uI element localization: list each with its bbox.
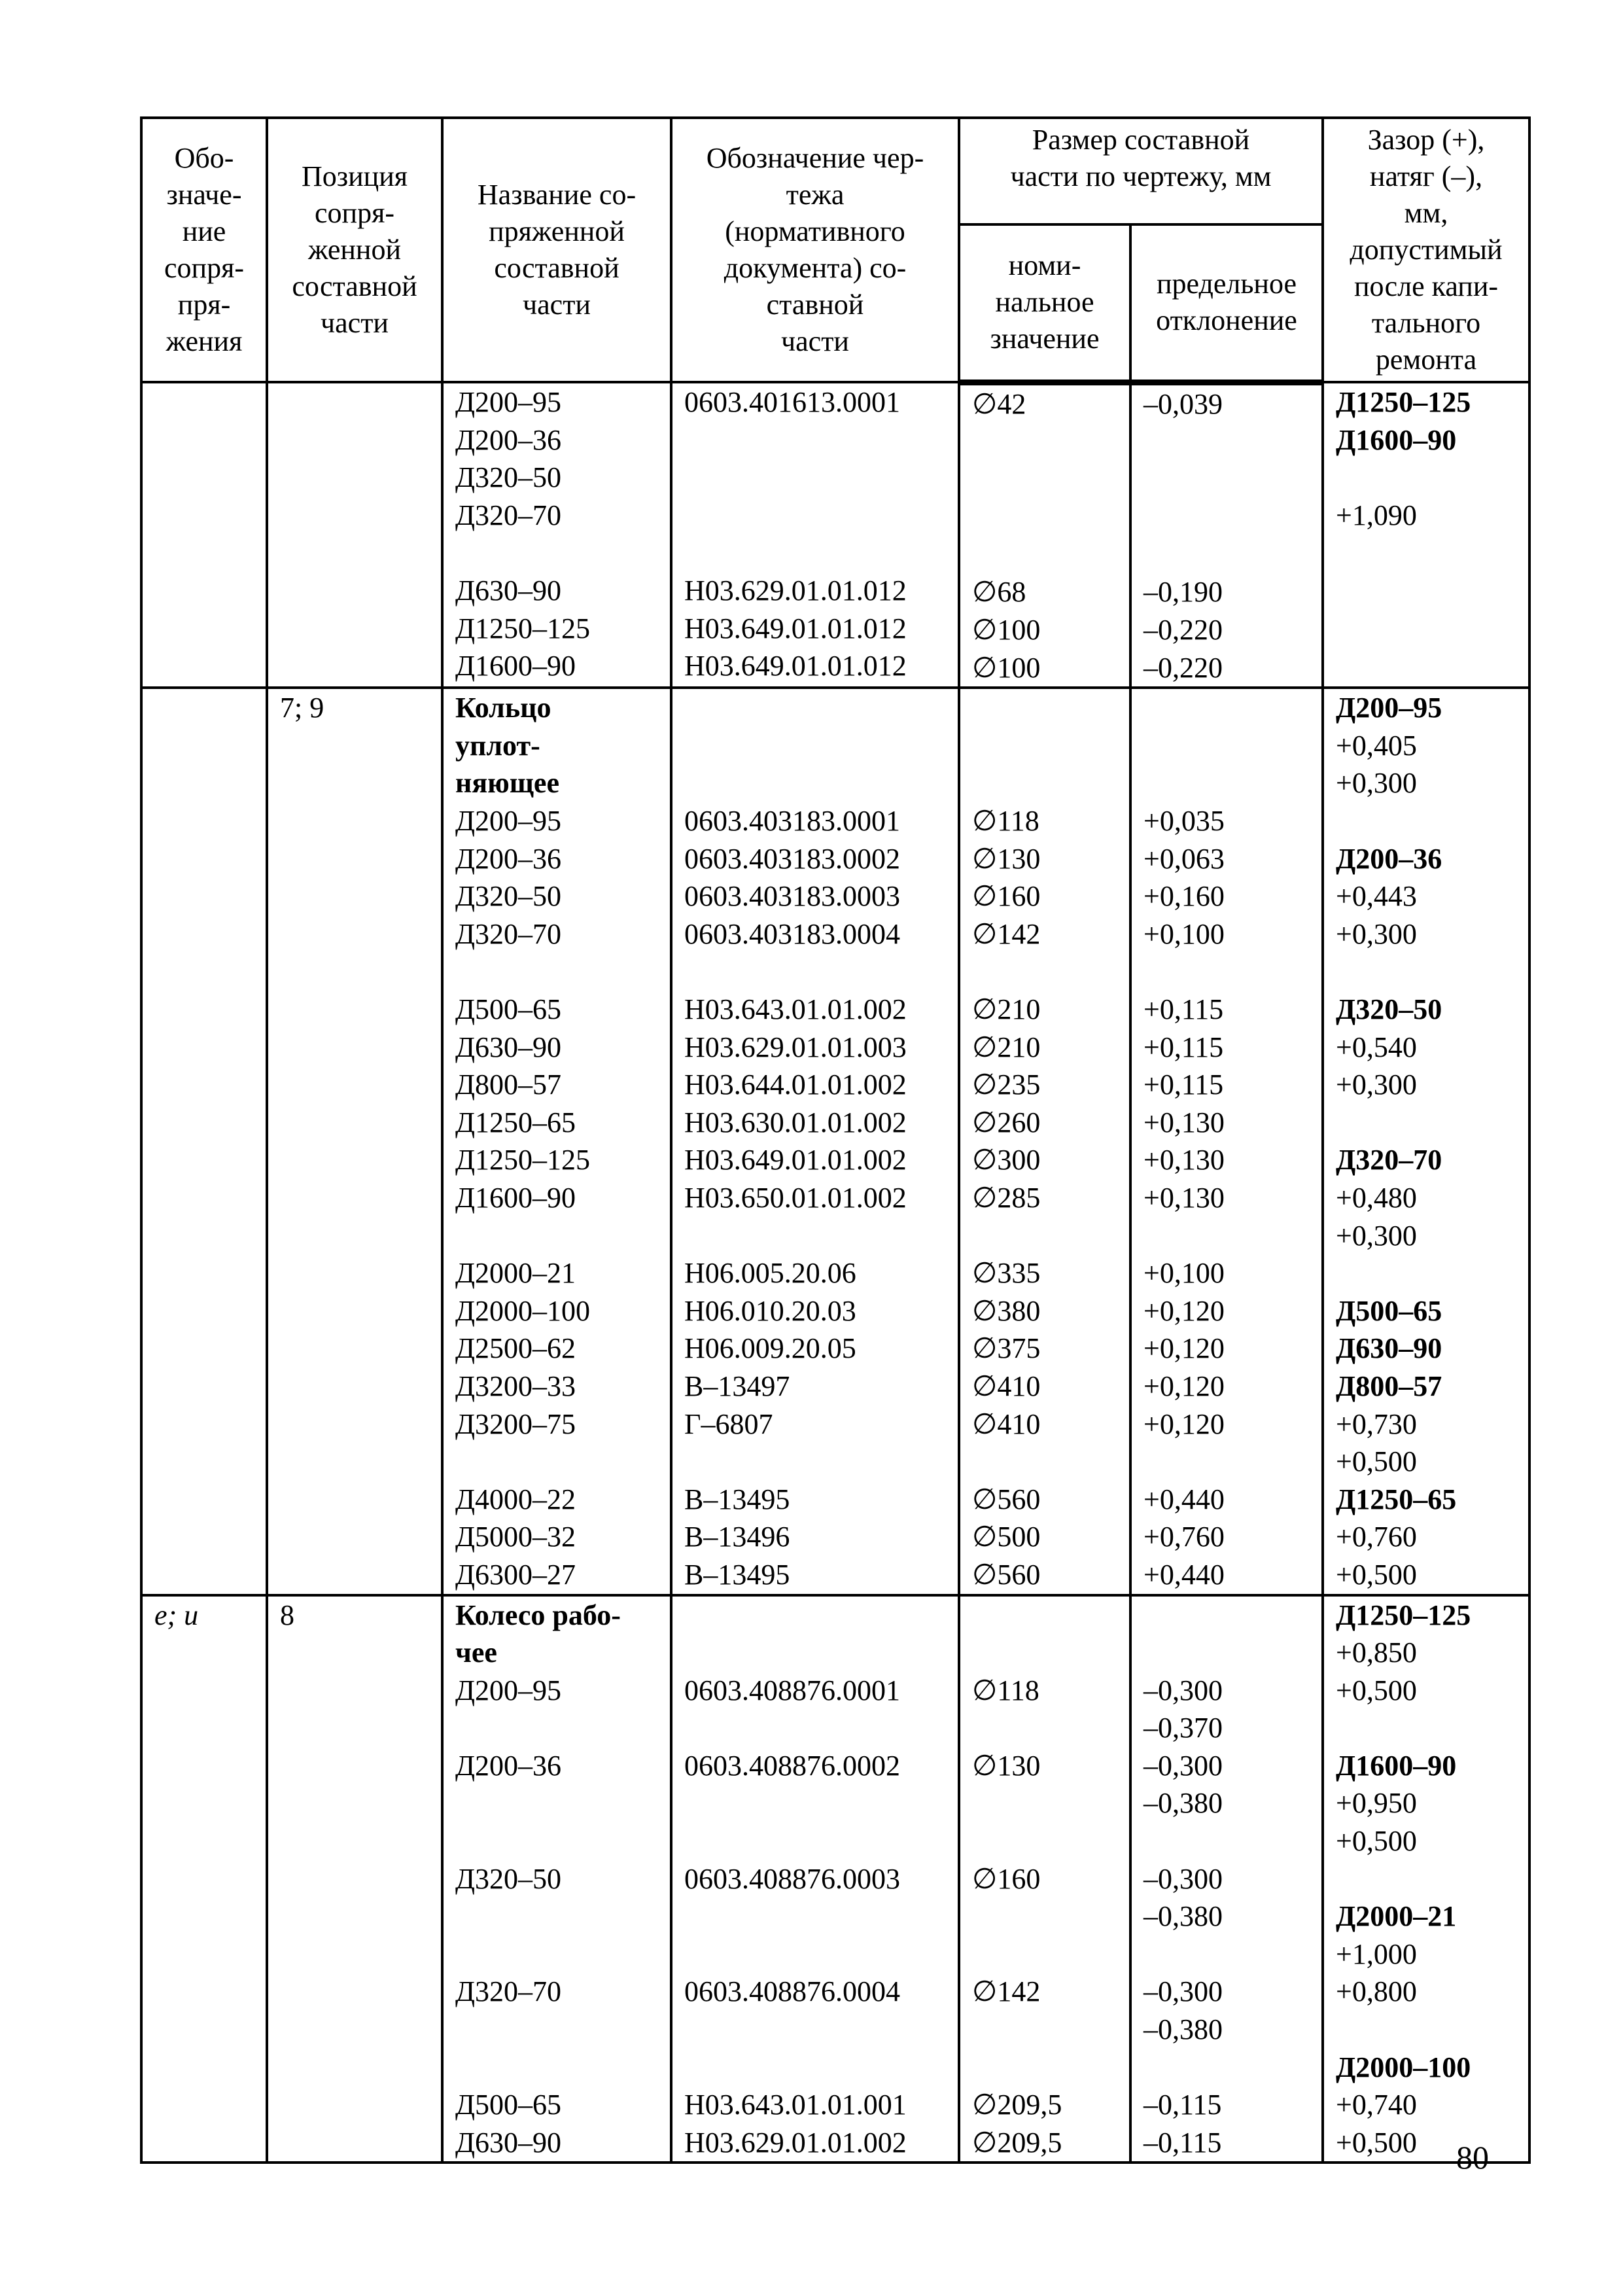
clearance-value: +0,500: [1336, 1445, 1417, 1478]
drawing-number: Н06.005.20.06: [684, 1257, 856, 1290]
nominal-value: ∅160: [972, 880, 1041, 913]
drawing-number: Н03.630.01.01.002: [684, 1106, 907, 1139]
clearance-value: [1336, 1254, 1520, 1292]
clearance-model: Д500–65: [1336, 1294, 1442, 1327]
nominal-value: [972, 2011, 1121, 2049]
clearance-model: Д1250–65: [1336, 1483, 1457, 1515]
drawing-number: [684, 1709, 950, 1747]
header-deviation: [1130, 224, 1323, 382]
nominal-value: ∅130: [972, 842, 1041, 875]
deviation-value: –0,370: [1143, 1712, 1223, 1744]
drawing-number: [684, 2011, 950, 2049]
name-cell: [442, 688, 671, 1595]
nominal-value: [972, 1935, 1121, 1973]
drawing-number: [684, 1935, 950, 1973]
spacer: [972, 1597, 1121, 1634]
drawing-number: Н06.010.20.03: [684, 1294, 856, 1327]
designation-text: [154, 689, 258, 727]
deviation-value: +0,440: [1143, 1483, 1225, 1515]
header-size-group-text: Размер составной части по чертежу, мм: [1010, 124, 1272, 192]
drawing-number: [684, 421, 950, 459]
nominal-value: [972, 1898, 1121, 1935]
deviation-value: –0,300: [1143, 1975, 1223, 2008]
table-row: [141, 1595, 1529, 2163]
position-cell: [267, 1595, 442, 2163]
drawing-number: Н03.649.01.01.012: [684, 612, 907, 645]
clearance-value: +0,500: [1336, 1674, 1417, 1706]
nominal-value: ∅209,5: [972, 2089, 1062, 2121]
nominal-value: ∅375: [972, 1332, 1041, 1365]
drawing-number: 0603.408876.0001: [684, 1674, 900, 1706]
deviation-value: –0,380: [1143, 2013, 1223, 2046]
clearance-model: Д1600–90: [1336, 1749, 1457, 1782]
position-cell: [267, 382, 442, 688]
nominal-value: ∅380: [972, 1294, 1041, 1327]
clearance-model: Д200–36: [1336, 842, 1442, 875]
designation-cell: [141, 688, 267, 1595]
deviation-value: –0,039: [1143, 387, 1223, 420]
drawing-number: Н03.644.01.01.002: [684, 1069, 907, 1101]
clearance-value: +0,760: [1336, 1521, 1417, 1553]
header-designation: [141, 118, 267, 382]
nominal-value: ∅560: [972, 1558, 1041, 1591]
deviation-value: –0,300: [1143, 1862, 1223, 1895]
deviation-value: –0,190: [1143, 576, 1223, 609]
pump-model: Д200–36: [455, 423, 562, 456]
clearance-value: +0,800: [1336, 1975, 1417, 2008]
deviation-value: [1143, 1822, 1314, 1860]
spacer: [684, 689, 950, 727]
clearance-value: [1336, 802, 1520, 840]
drawing-number: Н03.629.01.01.003: [684, 1031, 907, 1063]
pump-model: Д500–65: [455, 993, 562, 1025]
spacer: [972, 727, 1121, 765]
drawing-number: В–13496: [684, 1521, 790, 1553]
clearance-cell: [1323, 1595, 1529, 2163]
deviation-value: +0,760: [1143, 1521, 1225, 1553]
pump-model: Д200–36: [455, 842, 562, 875]
drawing-number: 0603.403183.0001: [684, 805, 900, 838]
pump-model: Д630–90: [455, 2126, 562, 2159]
nominal-value: ∅210: [972, 1031, 1041, 1063]
clearance-model: Д200–95: [1336, 692, 1442, 724]
pump-model: Д1250–125: [455, 1144, 591, 1176]
clearance-value: +0,300: [1336, 767, 1417, 800]
pump-model: Д1250–65: [455, 1106, 576, 1139]
header-clearance-text: Зазор (+), натяг (–), мм, допустимый после капи- тального ремонта: [1350, 124, 1503, 376]
drawing-number: 0603.403183.0002: [684, 842, 900, 875]
clearance-value: +0,540: [1336, 1031, 1417, 1063]
deviation-value: +0,130: [1143, 1181, 1225, 1214]
nominal-value: ∅260: [972, 1106, 1041, 1139]
header-drawing: [671, 118, 959, 382]
clearance-value: +0,500: [1336, 1558, 1417, 1591]
pump-model: Д630–90: [455, 1031, 562, 1063]
drawing-number: [684, 1898, 950, 1935]
drawing-number: 0603.403183.0003: [684, 880, 900, 913]
deviation-value: +0,440: [1143, 1558, 1225, 1591]
pump-model: Д5000–32: [455, 1521, 576, 1553]
pump-model: [455, 2011, 662, 2049]
clearance-value: [1336, 1104, 1520, 1142]
pump-model: [455, 1898, 662, 1935]
clearance-model: Д320–70: [1336, 1144, 1442, 1176]
clearance-value: +0,480: [1336, 1181, 1417, 1214]
part-title: Кольцо: [455, 692, 551, 724]
clearance-model: Д1250–125: [1336, 1598, 1471, 1631]
clearance-value: +0,850: [1336, 1636, 1417, 1669]
table-row: [141, 382, 1529, 688]
deviation-value: –0,300: [1143, 1749, 1223, 1782]
nominal-value: ∅235: [972, 1069, 1041, 1101]
deviation-value: +0,100: [1143, 917, 1225, 950]
drawing-number: В–13497: [684, 1369, 790, 1402]
table-body: [141, 382, 1529, 2163]
deviation-value: +0,120: [1143, 1332, 1225, 1365]
deviation-value: +0,100: [1143, 1257, 1225, 1290]
spacer: [684, 764, 950, 802]
clearance-value: +1,090: [1336, 499, 1417, 531]
clearance-model: Д800–57: [1336, 1369, 1442, 1402]
header-size-group: [959, 118, 1323, 224]
header-designation-text: Обо- значе- ние сопря- пря- жения: [164, 142, 244, 357]
spacer: [1143, 727, 1314, 765]
position-text: [280, 383, 433, 421]
deviation-value: –0,115: [1143, 2126, 1222, 2159]
nominal-value: ∅142: [972, 917, 1041, 950]
nominal-value: ∅68: [972, 576, 1026, 609]
deviation-value: –0,115: [1143, 2089, 1222, 2121]
header-position-text: Позиция сопря- женной составной части: [292, 160, 417, 339]
drawing-number: [684, 497, 950, 535]
pump-model: Д200–95: [455, 1674, 562, 1706]
clearance-value: +0,500: [1336, 1825, 1417, 1858]
deviation-value: +0,130: [1143, 1144, 1225, 1176]
deviation-value: [1143, 498, 1314, 536]
spacer: [684, 1634, 950, 1672]
deviation-value: [1143, 2049, 1314, 2087]
spacer: [1143, 1634, 1314, 1672]
pump-model: Д2000–21: [455, 1257, 576, 1290]
deviation-value: [1143, 953, 1314, 991]
drawing-number: В–13495: [684, 1483, 790, 1515]
drawing-cell: [671, 688, 959, 1595]
header-clearance: [1323, 118, 1529, 382]
page-number: 80: [1456, 2139, 1489, 2176]
pump-model: Д3200–75: [455, 1407, 576, 1440]
deviation-value: –0,300: [1143, 1674, 1223, 1706]
deviation-value: –0,220: [1143, 651, 1223, 684]
drawing-number: Н03.649.01.01.012: [684, 650, 907, 682]
drawing-cell: [671, 382, 959, 688]
pump-model: Д200–36: [455, 1749, 562, 1782]
designation-cell: [141, 1595, 267, 2163]
nominal-value: [972, 1822, 1121, 1860]
nominal-value: ∅410: [972, 1369, 1041, 1402]
deviation-value: +0,115: [1143, 993, 1224, 1025]
nominal-value: ∅160: [972, 1862, 1041, 1895]
clearance-value: +0,300: [1336, 1069, 1417, 1101]
drawing-number: Н03.649.01.01.002: [684, 1144, 907, 1176]
deviation-value: [1143, 1217, 1314, 1255]
pump-model: [455, 1709, 662, 1747]
nominal-value: [972, 423, 1121, 461]
clearance-value: +1,000: [1336, 1937, 1417, 1970]
deviation-value: +0,160: [1143, 880, 1225, 913]
nominal-value: [972, 1217, 1121, 1255]
pump-model: Д320–50: [455, 461, 562, 494]
pump-model: [455, 1822, 662, 1860]
drawing-number: 0603.408876.0002: [684, 1749, 900, 1782]
deviation-value: +0,120: [1143, 1407, 1225, 1440]
clearance-cell: [1323, 688, 1529, 1595]
clearance-value: [1336, 953, 1520, 991]
nominal-value: [972, 2049, 1121, 2087]
nominal-value: [972, 536, 1121, 574]
position-cell: [267, 688, 442, 1595]
spacer: [972, 1634, 1121, 1672]
spacer: [1143, 1597, 1314, 1634]
pump-model: Д320–70: [455, 917, 562, 950]
deviation-cell: [1130, 382, 1323, 688]
deviation-value: [1143, 423, 1314, 461]
nominal-value: ∅142: [972, 1975, 1041, 2008]
clearance-value: +0,405: [1336, 729, 1417, 762]
nominal-value: ∅335: [972, 1257, 1041, 1290]
pump-model: [455, 1784, 662, 1822]
deviation-value: –0,220: [1143, 614, 1223, 646]
part-title: чее: [455, 1636, 497, 1669]
clearance-value: +0,740: [1336, 2089, 1417, 2121]
part-title: няющее: [455, 767, 559, 800]
deviation-value: –0,380: [1143, 1787, 1223, 1820]
pump-model: Д320–50: [455, 880, 562, 913]
drawing-number: Г–6807: [684, 1407, 773, 1440]
nominal-value: ∅410: [972, 1407, 1041, 1440]
name-cell: [442, 382, 671, 688]
pump-model: Д320–70: [455, 499, 562, 531]
drawing-number: Н03.629.01.01.012: [684, 574, 907, 607]
drawing-number: Н03.650.01.01.002: [684, 1181, 907, 1214]
clearance-model: Д630–90: [1336, 1332, 1442, 1365]
deviation-value: [1143, 1935, 1314, 1973]
pump-model: Д3200–33: [455, 1369, 576, 1402]
clearance-value: +0,300: [1336, 1219, 1417, 1252]
clearance-value: [1336, 1709, 1520, 1747]
drawing-number: [684, 1217, 950, 1255]
clearance-value: +0,443: [1336, 880, 1417, 913]
drawing-number: Н03.643.01.01.001: [684, 2089, 907, 2121]
nominal-value: ∅130: [972, 1749, 1041, 1782]
drawing-number: 0603.403183.0004: [684, 917, 900, 950]
pump-model: [455, 953, 662, 991]
deviation-cell: [1130, 688, 1323, 1595]
pump-model: Д2500–62: [455, 1332, 576, 1365]
drawing-number: В–13495: [684, 1558, 790, 1591]
drawing-number: [684, 1784, 950, 1822]
designation-cell: [141, 382, 267, 688]
nominal-value: ∅100: [972, 614, 1041, 646]
nominal-value: ∅500: [972, 1521, 1041, 1553]
nominal-value: ∅210: [972, 993, 1041, 1025]
pump-model: Д320–50: [455, 1862, 562, 1895]
designation-text: [154, 383, 258, 421]
clearance-value: +0,730: [1336, 1407, 1417, 1440]
drawing-number: [684, 1443, 950, 1481]
deviation-value: +0,115: [1143, 1069, 1224, 1101]
pump-model: [455, 1217, 662, 1255]
header-name-text: Название со- пряженной составной части: [477, 179, 637, 321]
nominal-value: ∅285: [972, 1181, 1041, 1214]
nominal-value: ∅100: [972, 651, 1041, 684]
nominal-cell: [959, 382, 1130, 688]
nominal-value: [972, 1784, 1121, 1822]
nominal-value: [972, 498, 1121, 536]
position-text: 7; 9: [280, 692, 324, 724]
deviation-value: –0,380: [1143, 1900, 1223, 1933]
deviation-value: +0,035: [1143, 805, 1225, 838]
pump-model: Д200–95: [455, 805, 562, 838]
pump-model: Д200–95: [455, 386, 562, 418]
pump-model: Д630–90: [455, 574, 562, 607]
spacer: [684, 1597, 950, 1634]
drawing-number: Н06.009.20.05: [684, 1332, 856, 1365]
part-title: Колесо рабо-: [455, 1598, 621, 1631]
nominal-value: [972, 953, 1121, 991]
pump-model: Д500–65: [455, 2089, 562, 2121]
clearance-model: Д1250–125: [1336, 386, 1471, 418]
part-title: уплот-: [455, 729, 540, 762]
nominal-value: ∅560: [972, 1483, 1041, 1515]
spacer: [1143, 764, 1314, 802]
clearance-model: Д320–50: [1336, 993, 1442, 1025]
deviation-value: [1143, 536, 1314, 574]
nominal-value: [972, 1709, 1121, 1747]
spacer: [1143, 689, 1314, 727]
spacer: [684, 727, 950, 765]
clearance-model: Д1600–90: [1336, 423, 1457, 456]
drawing-number: Н03.629.01.01.002: [684, 2126, 907, 2159]
clearance-value: +0,950: [1336, 1787, 1417, 1820]
table-row: [141, 688, 1529, 1595]
header-drawing-text: Обозначение чер- тежа (нормативного документа) со- ставной части: [706, 142, 924, 357]
drawing-number: 0603.408876.0003: [684, 1862, 900, 1895]
nominal-value: ∅42: [972, 387, 1026, 420]
position-text: 8: [280, 1598, 294, 1631]
drawing-number: [684, 534, 950, 572]
clearance-value: [1336, 459, 1520, 497]
pump-model: Д1250–125: [455, 612, 591, 645]
header-nominal: [959, 224, 1130, 382]
clearance-model: Д2000–100: [1336, 2051, 1471, 2083]
pump-model: Д1600–90: [455, 650, 576, 682]
deviation-value: +0,120: [1143, 1369, 1225, 1402]
nominal-value: ∅118: [972, 1674, 1039, 1706]
deviation-value: +0,115: [1143, 1031, 1224, 1063]
pump-model: [455, 534, 662, 572]
clearance-model: Д2000–21: [1336, 1900, 1457, 1933]
drawing-number: [684, 1822, 950, 1860]
header-position: [267, 118, 442, 382]
pump-model: [455, 2049, 662, 2087]
clearance-value: +0,500: [1336, 2126, 1417, 2159]
drawing-number: 0603.408876.0004: [684, 1975, 900, 2008]
clearance-value: [1336, 1860, 1520, 1898]
drawing-cell: [671, 1595, 959, 2163]
pump-model: Д1600–90: [455, 1181, 576, 1214]
designation-text: е; и: [154, 1598, 199, 1631]
deviation-value: +0,063: [1143, 842, 1225, 875]
nominal-value: [972, 461, 1121, 499]
drawing-number: [684, 459, 950, 497]
clearance-value: +0,300: [1336, 917, 1417, 950]
pump-model: Д2000–100: [455, 1294, 591, 1327]
nominal-cell: [959, 1595, 1130, 2163]
drawing-number: [684, 953, 950, 991]
name-cell: [442, 1595, 671, 2163]
nominal-cell: [959, 688, 1130, 1595]
deviation-value: +0,130: [1143, 1106, 1225, 1139]
header-nominal-text: номи- нальное значение: [990, 249, 1100, 355]
pump-model: Д800–57: [455, 1069, 562, 1101]
pump-model: Д320–70: [455, 1975, 562, 2008]
nominal-value: ∅209,5: [972, 2126, 1062, 2159]
clearance-cell: [1323, 382, 1529, 688]
drawing-number: 0603.401613.0001: [684, 386, 900, 418]
drawing-number: [684, 2049, 950, 2087]
nominal-value: [972, 1443, 1121, 1481]
pump-model: [455, 1935, 662, 1973]
deviation-value: +0,120: [1143, 1294, 1225, 1327]
spacer: [972, 689, 1121, 727]
spacer: [972, 764, 1121, 802]
header-deviation-text: предельное отклонение: [1156, 268, 1297, 337]
pump-model: Д6300–27: [455, 1558, 576, 1591]
pump-model: Д4000–22: [455, 1483, 576, 1515]
clearance-value: [1336, 2011, 1520, 2049]
drawing-number: Н03.643.01.01.002: [684, 993, 907, 1025]
pump-model: [455, 1443, 662, 1481]
nominal-value: ∅300: [972, 1144, 1041, 1176]
deviation-value: [1143, 1443, 1314, 1481]
parts-table: [140, 116, 1531, 2164]
deviation-cell: [1130, 1595, 1323, 2163]
nominal-value: ∅118: [972, 805, 1039, 838]
header-name: [442, 118, 671, 382]
deviation-value: [1143, 461, 1314, 499]
